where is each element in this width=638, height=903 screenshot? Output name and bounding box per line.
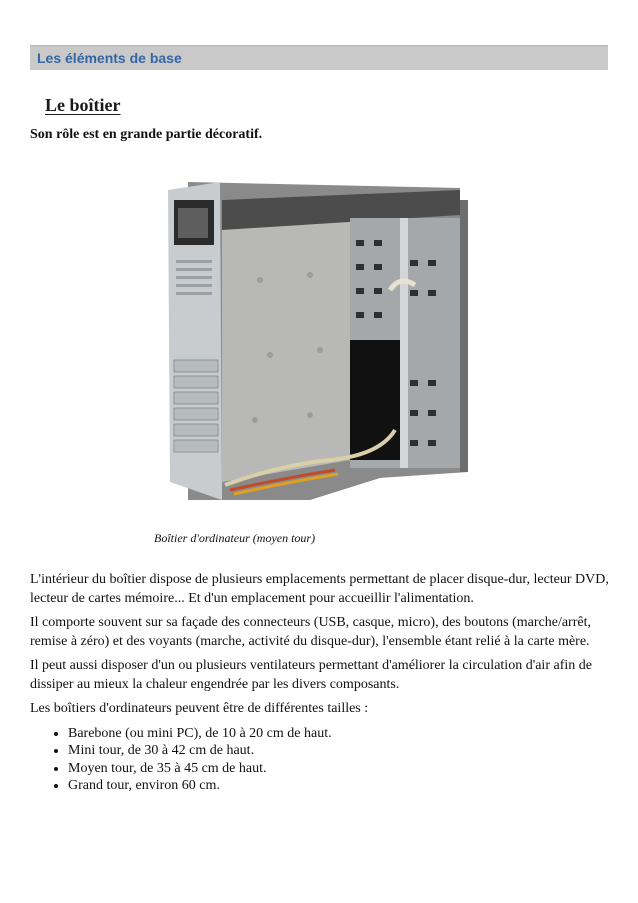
- list-item: • Barebone (ou mini PC), de 10 à 20 cm de haut.: [68, 725, 610, 743]
- figure-caption: Boîtier d'ordinateur (moyen tour): [154, 531, 316, 545]
- size-list: [30, 725, 610, 795]
- paragraph: Les boîtiers d'ordinateurs peuvent être de différentes tailles :: [30, 701, 369, 716]
- paragraph: Il comporte souvent sur sa façade des connecteurs (USB, casque, micro), des boutons (marche/arrêt, remise à zéro) et des voyants (marche, activité du disque-dur), l'ensemble étant relié à la carte mère.: [30, 615, 591, 649]
- lead-text: Son rôle est en grande partie décoratif.: [30, 127, 263, 142]
- paragraph: L'intérieur du boîtier dispose de plusieurs emplacements permettant de placer disque-dur, lecteur DVD, lecteur de cartes mémoire... Et d'un emplacement pour accueillir l'alimentation.: [30, 572, 609, 606]
- computer-case-photo: [160, 160, 490, 515]
- body-text: [30, 571, 610, 795]
- list-item: • Mini tour, de 30 à 42 cm de haut.: [68, 742, 610, 760]
- section-title: Les éléments de base: [37, 50, 182, 66]
- list-item: • Grand tour, environ 60 cm.: [68, 777, 610, 795]
- list-item: • Moyen tour, de 35 à 45 cm de haut.: [68, 760, 610, 778]
- page-subtitle: Le boîtier: [45, 95, 121, 115]
- section-header: [30, 45, 608, 70]
- paragraph: Il peut aussi disposer d'un ou plusieurs ventilateurs permettant d'améliorer la circulation d'air afin de dissiper au mieux la chaleur engendrée par les divers composants.: [30, 658, 592, 692]
